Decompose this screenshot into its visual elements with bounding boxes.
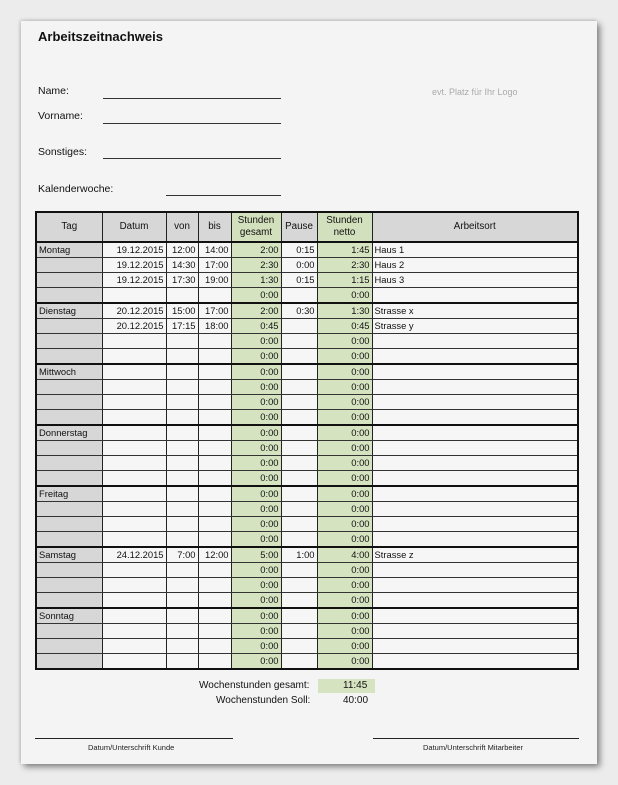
bis-cell[interactable]: 19:00 xyxy=(198,273,231,288)
von-cell[interactable] xyxy=(166,364,198,380)
stunden-netto-cell: 0:45 xyxy=(317,319,372,334)
name-field[interactable] xyxy=(103,98,281,99)
stunden-netto-cell: 0:00 xyxy=(317,395,372,410)
stunden-gesamt-cell: 0:00 xyxy=(231,425,281,441)
day-cell[interactable] xyxy=(36,593,102,609)
stunden-netto-cell: 0:00 xyxy=(317,425,372,441)
arbeitsort-cell[interactable] xyxy=(372,639,578,654)
von-cell[interactable] xyxy=(166,410,198,426)
arbeitsort-cell[interactable] xyxy=(372,486,578,502)
pause-cell[interactable] xyxy=(281,441,317,456)
day-cell[interactable] xyxy=(36,380,102,395)
table-row xyxy=(36,425,578,441)
bis-cell[interactable] xyxy=(198,349,231,365)
pause-cell[interactable]: 0:15 xyxy=(281,242,317,258)
arbeitsort-cell[interactable] xyxy=(372,563,578,578)
arbeitsort-cell[interactable] xyxy=(372,456,578,471)
stunden-gesamt-cell: 0:00 xyxy=(231,456,281,471)
stunden-gesamt-cell: 0:00 xyxy=(231,593,281,609)
bis-cell[interactable] xyxy=(198,517,231,532)
day-cell[interactable]: Samstag xyxy=(36,547,102,563)
bis-cell[interactable]: 14:00 xyxy=(198,242,231,258)
pause-cell[interactable] xyxy=(281,517,317,532)
pause-cell[interactable] xyxy=(281,380,317,395)
stunden-netto-cell: 0:00 xyxy=(317,288,372,304)
stunden-netto-cell: 1:45 xyxy=(317,242,372,258)
datum-cell[interactable] xyxy=(102,502,166,517)
stunden-gesamt-cell: 0:00 xyxy=(231,364,281,380)
header-stunden-gesamt: Stunden gesamt xyxy=(231,212,281,242)
stunden-netto-cell: 2:30 xyxy=(317,258,372,273)
stunden-gesamt-cell: 0:00 xyxy=(231,608,281,624)
bis-cell[interactable] xyxy=(198,456,231,471)
table-row xyxy=(36,608,578,624)
table-row xyxy=(36,303,578,319)
stunden-netto-cell: 0:00 xyxy=(317,578,372,593)
stunden-gesamt-cell: 0:00 xyxy=(231,334,281,349)
von-cell[interactable]: 15:00 xyxy=(166,303,198,319)
stunden-gesamt-cell: 0:00 xyxy=(231,578,281,593)
pause-cell[interactable] xyxy=(281,639,317,654)
logo-placeholder: evt. Platz für Ihr Logo xyxy=(432,87,518,97)
table-row xyxy=(36,288,578,304)
datum-cell[interactable] xyxy=(102,441,166,456)
day-cell[interactable]: Mittwoch xyxy=(36,364,102,380)
von-cell[interactable] xyxy=(166,517,198,532)
signature-line-mitarbeiter[interactable] xyxy=(373,738,579,739)
stunden-netto-cell: 0:00 xyxy=(317,502,372,517)
pause-cell[interactable] xyxy=(281,532,317,548)
bis-cell[interactable]: 17:00 xyxy=(198,303,231,319)
name-label: Name: xyxy=(38,85,69,97)
von-cell[interactable]: 17:15 xyxy=(166,319,198,334)
day-cell[interactable] xyxy=(36,410,102,426)
arbeitsort-cell[interactable] xyxy=(372,624,578,639)
datum-cell[interactable] xyxy=(102,456,166,471)
datum-cell[interactable] xyxy=(102,288,166,304)
von-cell[interactable] xyxy=(166,425,198,441)
stunden-gesamt-cell: 2:30 xyxy=(231,258,281,273)
von-cell[interactable] xyxy=(166,288,198,304)
day-cell[interactable] xyxy=(36,456,102,471)
von-cell[interactable] xyxy=(166,456,198,471)
datum-cell[interactable] xyxy=(102,471,166,487)
von-cell[interactable] xyxy=(166,349,198,365)
stunden-gesamt-cell: 1:30 xyxy=(231,273,281,288)
datum-cell[interactable]: 19.12.2015 xyxy=(102,258,166,273)
table-row xyxy=(36,364,578,380)
header-pause: Pause xyxy=(281,212,317,242)
pause-cell[interactable] xyxy=(281,395,317,410)
stunden-gesamt-cell: 0:00 xyxy=(231,532,281,548)
stunden-netto-cell: 0:00 xyxy=(317,380,372,395)
arbeitsort-cell[interactable] xyxy=(372,364,578,380)
day-cell[interactable] xyxy=(36,471,102,487)
pause-cell[interactable]: 0:15 xyxy=(281,273,317,288)
datum-cell[interactable] xyxy=(102,349,166,365)
bis-cell[interactable] xyxy=(198,471,231,487)
stunden-gesamt-cell: 0:45 xyxy=(231,319,281,334)
von-cell[interactable] xyxy=(166,608,198,624)
weekly-total-label: Wochenstunden gesamt: xyxy=(199,680,310,691)
arbeitsort-cell[interactable]: Strasse x xyxy=(372,303,578,319)
day-cell[interactable]: Montag xyxy=(36,242,102,258)
table-row xyxy=(36,319,578,334)
kalenderwoche-label: Kalenderwoche: xyxy=(38,183,114,195)
arbeitsort-cell[interactable] xyxy=(372,502,578,517)
table-row xyxy=(36,334,578,349)
stunden-gesamt-cell: 0:00 xyxy=(231,380,281,395)
stunden-netto-cell: 0:00 xyxy=(317,441,372,456)
timesheet-table xyxy=(35,211,579,670)
stunden-netto-cell: 0:00 xyxy=(317,639,372,654)
day-cell[interactable] xyxy=(36,288,102,304)
table-row xyxy=(36,547,578,563)
day-cell[interactable]: Dienstag xyxy=(36,303,102,319)
stunden-netto-cell: 0:00 xyxy=(317,608,372,624)
table-row xyxy=(36,242,578,258)
day-cell[interactable]: Donnerstag xyxy=(36,425,102,441)
stunden-gesamt-cell: 0:00 xyxy=(231,502,281,517)
bis-cell[interactable]: 18:00 xyxy=(198,319,231,334)
stunden-gesamt-cell: 2:00 xyxy=(231,303,281,319)
von-cell[interactable] xyxy=(166,593,198,609)
datum-cell[interactable]: 19.12.2015 xyxy=(102,273,166,288)
von-cell[interactable]: 12:00 xyxy=(166,242,198,258)
table-row xyxy=(36,410,578,426)
vorname-field[interactable] xyxy=(103,123,281,124)
bis-cell[interactable] xyxy=(198,563,231,578)
table-row xyxy=(36,380,578,395)
pause-cell[interactable] xyxy=(281,334,317,349)
pause-cell[interactable] xyxy=(281,410,317,426)
stunden-gesamt-cell: 0:00 xyxy=(231,410,281,426)
stunden-netto-cell: 0:00 xyxy=(317,563,372,578)
datum-cell[interactable] xyxy=(102,425,166,441)
header-tag: Tag xyxy=(36,212,102,242)
bis-cell[interactable] xyxy=(198,654,231,670)
pause-cell[interactable] xyxy=(281,288,317,304)
arbeitsort-cell[interactable] xyxy=(372,517,578,532)
signature-label-mitarbeiter: Datum/Unterschrift Mitarbeiter xyxy=(423,743,524,752)
arbeitsort-cell[interactable] xyxy=(372,471,578,487)
sonstiges-label: Sonstiges: xyxy=(38,146,88,158)
table-row xyxy=(36,593,578,609)
stunden-netto-cell: 0:00 xyxy=(317,624,372,639)
bis-cell[interactable] xyxy=(198,578,231,593)
table-row xyxy=(36,502,578,517)
table-row xyxy=(36,624,578,639)
datum-cell[interactable]: 19.12.2015 xyxy=(102,242,166,258)
arbeitsort-cell[interactable] xyxy=(372,288,578,304)
table-row xyxy=(36,578,578,593)
datum-cell[interactable] xyxy=(102,364,166,380)
stunden-netto-cell: 0:00 xyxy=(317,471,372,487)
header-bis: bis xyxy=(198,212,231,242)
day-cell[interactable] xyxy=(36,532,102,548)
datum-cell[interactable] xyxy=(102,608,166,624)
kalenderwoche-field[interactable] xyxy=(166,195,281,196)
von-cell[interactable]: 17:30 xyxy=(166,273,198,288)
day-cell[interactable]: Freitag xyxy=(36,486,102,502)
stunden-gesamt-cell: 0:00 xyxy=(231,486,281,502)
bis-cell[interactable] xyxy=(198,593,231,609)
von-cell[interactable] xyxy=(166,486,198,502)
pause-cell[interactable] xyxy=(281,364,317,380)
day-cell[interactable] xyxy=(36,441,102,456)
datum-cell[interactable] xyxy=(102,380,166,395)
bis-cell[interactable] xyxy=(198,380,231,395)
day-cell[interactable] xyxy=(36,319,102,334)
datum-cell[interactable] xyxy=(102,654,166,670)
arbeitsort-cell[interactable] xyxy=(372,380,578,395)
weekly-target-value: 40:00 xyxy=(343,695,369,706)
table-row xyxy=(36,471,578,487)
stunden-netto-cell: 0:00 xyxy=(317,334,372,349)
pause-cell[interactable] xyxy=(281,563,317,578)
bis-cell[interactable]: 17:00 xyxy=(198,258,231,273)
document-title: Arbeitszeitnachweis xyxy=(38,29,163,44)
arbeitsort-cell[interactable]: Strasse z xyxy=(372,547,578,563)
stunden-netto-cell: 0:00 xyxy=(317,364,372,380)
bis-cell[interactable] xyxy=(198,532,231,548)
table-row xyxy=(36,456,578,471)
day-cell[interactable] xyxy=(36,563,102,578)
day-cell[interactable] xyxy=(36,334,102,349)
pause-cell[interactable]: 0:30 xyxy=(281,303,317,319)
header-stunden-netto: Stunden netto xyxy=(317,212,372,242)
pause-cell[interactable] xyxy=(281,608,317,624)
stunden-netto-cell: 4:00 xyxy=(317,547,372,563)
bis-cell[interactable] xyxy=(198,624,231,639)
day-cell[interactable]: Sonntag xyxy=(36,608,102,624)
pause-cell[interactable] xyxy=(281,578,317,593)
vorname-label: Vorname: xyxy=(38,110,83,122)
weekly-target-label: Wochenstunden Soll: xyxy=(216,695,311,706)
stunden-gesamt-cell: 0:00 xyxy=(231,563,281,578)
arbeitsort-cell[interactable] xyxy=(372,425,578,441)
von-cell[interactable] xyxy=(166,502,198,517)
table-row xyxy=(36,441,578,456)
bis-cell[interactable] xyxy=(198,334,231,349)
datum-cell[interactable] xyxy=(102,486,166,502)
arbeitsort-cell[interactable]: Haus 1 xyxy=(372,242,578,258)
bis-cell[interactable] xyxy=(198,364,231,380)
table-row xyxy=(36,639,578,654)
pause-cell[interactable] xyxy=(281,471,317,487)
pause-cell[interactable] xyxy=(281,456,317,471)
arbeitsort-cell[interactable]: Strasse y xyxy=(372,319,578,334)
stunden-netto-cell: 0:00 xyxy=(317,532,372,548)
arbeitsort-cell[interactable]: Haus 3 xyxy=(372,273,578,288)
arbeitsort-cell[interactable] xyxy=(372,578,578,593)
table-row xyxy=(36,517,578,532)
pause-cell[interactable] xyxy=(281,425,317,441)
day-cell[interactable] xyxy=(36,517,102,532)
arbeitsort-cell[interactable] xyxy=(372,608,578,624)
stunden-gesamt-cell: 0:00 xyxy=(231,395,281,410)
stunden-gesamt-cell: 0:00 xyxy=(231,654,281,670)
pause-cell[interactable] xyxy=(281,349,317,365)
day-cell[interactable] xyxy=(36,258,102,273)
arbeitsort-cell[interactable] xyxy=(372,349,578,365)
day-cell[interactable] xyxy=(36,624,102,639)
pause-cell[interactable] xyxy=(281,654,317,670)
datum-cell[interactable]: 24.12.2015 xyxy=(102,547,166,563)
bis-cell[interactable] xyxy=(198,288,231,304)
day-cell[interactable] xyxy=(36,578,102,593)
pause-cell[interactable] xyxy=(281,502,317,517)
arbeitsort-cell[interactable] xyxy=(372,410,578,426)
von-cell[interactable] xyxy=(166,471,198,487)
pause-cell[interactable] xyxy=(281,319,317,334)
bis-cell[interactable] xyxy=(198,608,231,624)
stunden-netto-cell: 1:30 xyxy=(317,303,372,319)
stunden-netto-cell: 0:00 xyxy=(317,593,372,609)
stunden-gesamt-cell: 0:00 xyxy=(231,441,281,456)
stunden-gesamt-cell: 0:00 xyxy=(231,349,281,365)
von-cell[interactable] xyxy=(166,639,198,654)
stunden-gesamt-cell: 0:00 xyxy=(231,624,281,639)
von-cell[interactable] xyxy=(166,441,198,456)
datum-cell[interactable]: 20.12.2015 xyxy=(102,319,166,334)
stunden-gesamt-cell: 0:00 xyxy=(231,639,281,654)
stunden-netto-cell: 0:00 xyxy=(317,486,372,502)
sonstiges-field[interactable] xyxy=(103,158,281,159)
signature-line-kunde[interactable] xyxy=(35,738,233,739)
pause-cell[interactable] xyxy=(281,593,317,609)
pause-cell[interactable] xyxy=(281,624,317,639)
datum-cell[interactable] xyxy=(102,639,166,654)
table-row xyxy=(36,486,578,502)
day-cell[interactable] xyxy=(36,639,102,654)
day-cell[interactable] xyxy=(36,654,102,670)
pause-cell[interactable]: 1:00 xyxy=(281,547,317,563)
table-row xyxy=(36,532,578,548)
day-cell[interactable] xyxy=(36,349,102,365)
pause-cell[interactable] xyxy=(281,486,317,502)
arbeitsort-cell[interactable] xyxy=(372,441,578,456)
arbeitsort-cell[interactable] xyxy=(372,395,578,410)
table-row xyxy=(36,349,578,365)
von-cell[interactable] xyxy=(166,654,198,670)
signature-label-kunde: Datum/Unterschrift Kunde xyxy=(88,743,175,752)
stunden-gesamt-cell: 0:00 xyxy=(231,517,281,532)
von-cell[interactable]: 14:30 xyxy=(166,258,198,273)
arbeitsort-cell[interactable] xyxy=(372,334,578,349)
datum-cell[interactable] xyxy=(102,578,166,593)
datum-cell[interactable] xyxy=(102,593,166,609)
pause-cell[interactable]: 0:00 xyxy=(281,258,317,273)
weekly-total-value: 11:45 xyxy=(343,680,368,691)
header-von: von xyxy=(166,212,198,242)
bis-cell[interactable]: 12:00 xyxy=(198,547,231,563)
datum-cell[interactable] xyxy=(102,563,166,578)
day-cell[interactable] xyxy=(36,273,102,288)
von-cell[interactable] xyxy=(166,334,198,349)
von-cell[interactable] xyxy=(166,395,198,410)
stunden-gesamt-cell: 0:00 xyxy=(231,288,281,304)
arbeitsort-cell[interactable] xyxy=(372,593,578,609)
von-cell[interactable] xyxy=(166,563,198,578)
datum-cell[interactable] xyxy=(102,532,166,548)
datum-cell[interactable] xyxy=(102,517,166,532)
bis-cell[interactable] xyxy=(198,441,231,456)
table-row xyxy=(36,273,578,288)
bis-cell[interactable] xyxy=(198,486,231,502)
datum-cell[interactable] xyxy=(102,624,166,639)
datum-cell[interactable] xyxy=(102,395,166,410)
stunden-gesamt-cell: 0:00 xyxy=(231,471,281,487)
table-header-row xyxy=(36,212,578,242)
day-cell[interactable] xyxy=(36,395,102,410)
datum-cell[interactable] xyxy=(102,410,166,426)
stunden-netto-cell: 0:00 xyxy=(317,517,372,532)
bis-cell[interactable] xyxy=(198,425,231,441)
stunden-netto-cell: 0:00 xyxy=(317,349,372,365)
timesheet-page xyxy=(21,21,597,764)
stunden-netto-cell: 0:00 xyxy=(317,410,372,426)
von-cell[interactable]: 7:00 xyxy=(166,547,198,563)
stunden-gesamt-cell: 5:00 xyxy=(231,547,281,563)
von-cell[interactable] xyxy=(166,578,198,593)
datum-cell[interactable] xyxy=(102,334,166,349)
stunden-netto-cell: 0:00 xyxy=(317,654,372,670)
header-datum: Datum xyxy=(102,212,166,242)
datum-cell[interactable]: 20.12.2015 xyxy=(102,303,166,319)
stunden-netto-cell: 1:15 xyxy=(317,273,372,288)
bis-cell[interactable] xyxy=(198,410,231,426)
table-row xyxy=(36,258,578,273)
stunden-netto-cell: 0:00 xyxy=(317,456,372,471)
header-arbeitsort: Arbeitsort xyxy=(372,212,578,242)
table-row xyxy=(36,395,578,410)
bis-cell[interactable] xyxy=(198,395,231,410)
bis-cell[interactable] xyxy=(198,639,231,654)
table-row xyxy=(36,654,578,670)
arbeitsort-cell[interactable] xyxy=(372,654,578,670)
day-cell[interactable] xyxy=(36,502,102,517)
bis-cell[interactable] xyxy=(198,502,231,517)
arbeitsort-cell[interactable]: Haus 2 xyxy=(372,258,578,273)
arbeitsort-cell[interactable] xyxy=(372,532,578,548)
von-cell[interactable] xyxy=(166,532,198,548)
von-cell[interactable] xyxy=(166,380,198,395)
von-cell[interactable] xyxy=(166,624,198,639)
stunden-gesamt-cell: 2:00 xyxy=(231,242,281,258)
table-row xyxy=(36,563,578,578)
